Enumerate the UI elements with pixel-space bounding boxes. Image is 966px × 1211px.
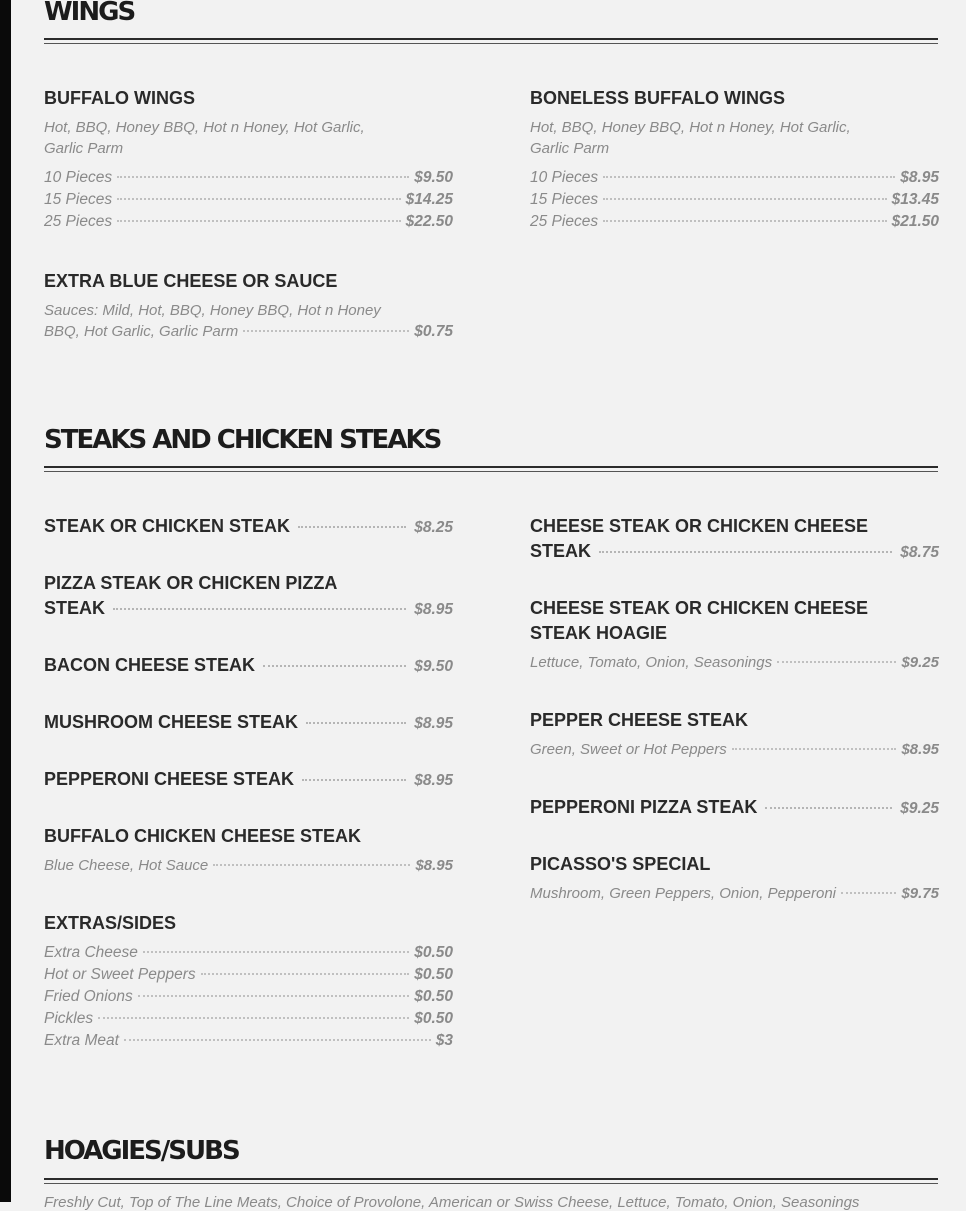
item-title: CHEESE STEAK OR CHICKEN CHEESE xyxy=(530,598,869,618)
section-divider xyxy=(44,1178,938,1184)
item-title: PEPPERONI CHEESE STEAK xyxy=(44,769,295,789)
menu-item-pizza-steak xyxy=(44,571,453,621)
item-description: Sauces: Mild, Hot, BBQ, Honey BBQ, Hot n Honey xyxy=(44,302,381,319)
item-title: BUFFALO WINGS xyxy=(44,88,195,108)
option-price: $3 xyxy=(435,1032,453,1049)
item-price: $8.95 xyxy=(414,715,453,732)
title-price-row xyxy=(44,514,453,539)
item-price: $9.25 xyxy=(901,654,939,671)
item-price: $9.75 xyxy=(901,885,939,902)
item-description: Lettuce, Tomato, Onion, Seasonings xyxy=(530,654,773,671)
section-title-steaks: STEAKS AND CHICKEN STEAKS xyxy=(44,425,441,455)
menu-item-pepperoni-pizza-steak xyxy=(530,795,939,820)
option-label: Extra Cheese xyxy=(44,944,138,961)
dot-leader xyxy=(113,608,406,610)
item-price: $9.50 xyxy=(414,658,453,675)
item-title: PEPPERONI PIZZA STEAK xyxy=(530,797,758,817)
title-price-row xyxy=(44,767,453,792)
dot-leader xyxy=(603,176,895,178)
price-row xyxy=(44,855,453,877)
dot-leader xyxy=(841,892,896,894)
item-title: STEAK OR CHICKEN STEAK xyxy=(44,516,291,536)
item-title: PICASSO'S SPECIAL xyxy=(530,854,711,874)
dot-leader xyxy=(603,198,887,200)
title-price-row xyxy=(44,710,453,735)
option-label: Pickles xyxy=(44,1010,94,1027)
dot-leader xyxy=(302,779,406,781)
item-description: Hot, BBQ, Honey BBQ, Hot n Honey, Hot Garlic, xyxy=(530,119,851,136)
item-price: $8.95 xyxy=(415,857,453,874)
option-price: $0.50 xyxy=(414,988,453,1005)
option-label: 10 Pieces xyxy=(44,169,113,186)
item-description: Blue Cheese, Hot Sauce xyxy=(44,857,209,874)
menu-item-mushroom-cheese-steak xyxy=(44,710,453,735)
price-row xyxy=(530,189,939,211)
dot-leader xyxy=(603,220,887,222)
dot-leader xyxy=(765,807,892,809)
item-title: MUSHROOM CHEESE STEAK xyxy=(44,712,299,732)
dot-leader xyxy=(777,661,896,663)
price-row xyxy=(44,1030,453,1052)
item-title: PEPPER CHEESE STEAK xyxy=(530,710,749,730)
price-row xyxy=(530,211,939,233)
price-row xyxy=(530,883,939,905)
option-label: 25 Pieces xyxy=(530,213,599,230)
price-options xyxy=(530,167,939,233)
option-price: $9.50 xyxy=(414,169,453,186)
option-label: Extra Meat xyxy=(44,1032,119,1049)
price-row xyxy=(530,167,939,189)
item-title: STEAK xyxy=(530,541,592,561)
menu-item-cheese-steak-hoagie xyxy=(530,596,939,674)
section-divider xyxy=(44,38,938,44)
option-price: $21.50 xyxy=(891,213,939,230)
title-price-row xyxy=(44,653,453,678)
item-price: $8.25 xyxy=(414,519,453,536)
dot-leader xyxy=(243,330,409,332)
dot-leader xyxy=(213,864,410,866)
menu-item-boneless-wings xyxy=(530,86,939,233)
menu-item-extras-sides xyxy=(44,911,453,1052)
menu-item-pepper-cheese-steak xyxy=(530,708,939,761)
option-label: 15 Pieces xyxy=(44,191,113,208)
option-price: $13.45 xyxy=(891,191,939,208)
section-divider xyxy=(44,466,938,472)
dot-leader xyxy=(117,220,401,222)
price-options xyxy=(44,942,453,1052)
option-price: $0.50 xyxy=(414,966,453,983)
dot-leader xyxy=(117,176,409,178)
dot-leader xyxy=(138,995,409,997)
dot-leader xyxy=(599,551,892,553)
menu-item-steak-or-chicken-steak xyxy=(44,514,453,539)
option-label: 15 Pieces xyxy=(530,191,599,208)
option-label: Fried Onions xyxy=(44,988,133,1005)
option-price: $0.50 xyxy=(414,944,453,961)
item-title: STEAK HOAGIE xyxy=(530,623,668,643)
option-label: 25 Pieces xyxy=(44,213,113,230)
option-label: Hot or Sweet Peppers xyxy=(44,966,196,983)
menu-item-bacon-cheese-steak xyxy=(44,653,453,678)
price-row xyxy=(44,321,453,342)
item-price: $9.25 xyxy=(900,800,939,817)
section-title-wings: WINGS xyxy=(44,0,135,27)
dot-leader xyxy=(117,198,401,200)
title-price-row xyxy=(44,596,453,621)
left-edge-bar xyxy=(0,0,11,1202)
item-price: $8.75 xyxy=(900,544,939,561)
price-row xyxy=(44,964,453,986)
price-row xyxy=(44,942,453,964)
item-title: BACON CHEESE STEAK xyxy=(44,655,256,675)
price-row xyxy=(44,189,453,211)
option-price: $14.25 xyxy=(405,191,453,208)
item-title: PIZZA STEAK OR CHICKEN PIZZA xyxy=(44,573,338,593)
item-title: BONELESS BUFFALO WINGS xyxy=(530,88,786,108)
item-title: CHEESE STEAK OR CHICKEN CHEESE xyxy=(530,516,869,536)
dot-leader xyxy=(263,665,406,667)
dot-leader xyxy=(306,722,406,724)
item-description: BBQ, Hot Garlic, Garlic Parm xyxy=(44,323,239,340)
option-price: $0.50 xyxy=(414,1010,453,1027)
dot-leader xyxy=(201,973,410,975)
title-price-row xyxy=(530,795,939,820)
dot-leader xyxy=(298,526,406,528)
price-row xyxy=(530,652,939,674)
price-row xyxy=(44,211,453,233)
dot-leader xyxy=(124,1039,431,1041)
item-title: EXTRAS/SIDES xyxy=(44,913,177,933)
item-description: Garlic Parm xyxy=(44,140,124,157)
item-price: $8.95 xyxy=(414,601,453,618)
item-price: $0.75 xyxy=(414,323,453,340)
menu-item-cheese-steak xyxy=(530,514,939,564)
dot-leader xyxy=(732,748,897,750)
option-price: $22.50 xyxy=(405,213,453,230)
option-label: 10 Pieces xyxy=(530,169,599,186)
menu-item-extra-blue-cheese xyxy=(44,269,453,342)
item-description: Mushroom, Green Peppers, Onion, Pepperoni xyxy=(530,885,836,902)
price-row xyxy=(44,167,453,189)
title-price-row xyxy=(530,539,939,564)
price-row xyxy=(44,986,453,1008)
price-options xyxy=(44,167,453,233)
item-description: Hot, BBQ, Honey BBQ, Hot n Honey, Hot Garlic, xyxy=(44,119,365,136)
item-title: BUFFALO CHICKEN CHEESE STEAK xyxy=(44,826,362,846)
item-price: $8.95 xyxy=(901,741,939,758)
dot-leader xyxy=(98,1017,409,1019)
item-title: STEAK xyxy=(44,598,106,618)
item-title: EXTRA BLUE CHEESE OR SAUCE xyxy=(44,271,338,291)
dot-leader xyxy=(143,951,409,953)
price-row xyxy=(44,1008,453,1030)
menu-item-picassos-special xyxy=(530,852,939,905)
menu-item-pepperoni-cheese-steak xyxy=(44,767,453,792)
item-description: Garlic Parm xyxy=(530,140,610,157)
menu-item-buffalo-wings xyxy=(44,86,453,233)
option-price: $8.95 xyxy=(900,169,939,186)
item-description: Green, Sweet or Hot Peppers xyxy=(530,741,727,758)
hoagies-intro-text: Freshly Cut, Top of The Line Meats, Choice of Provolone, American or Swiss Cheese, Lettuce, Tomato, Onion, Seasonings xyxy=(44,1194,860,1211)
item-price: $8.95 xyxy=(414,772,453,789)
section-title-hoagies: HOAGIES/SUBS xyxy=(44,1136,239,1166)
menu-item-buffalo-chicken-cheese-steak xyxy=(44,824,453,877)
price-row xyxy=(530,739,939,761)
